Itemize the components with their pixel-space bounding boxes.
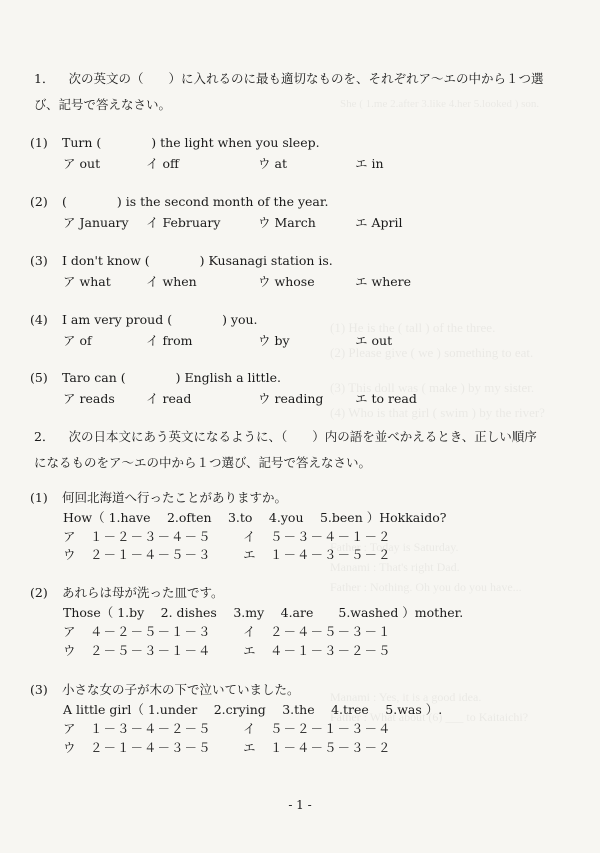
word-list: How（ 1.have 2.often 3.to 4.you 5.been ）Hokkaido? (63, 510, 447, 525)
answer-choice: ア １－３－４－２－５ (63, 721, 212, 736)
option: エ where (355, 274, 412, 289)
section1-number: 1． (34, 71, 55, 86)
show-through-text: (4) Who is that girl ( swim ) by the river? (330, 405, 545, 420)
show-through-text: Father : What about (6) ___ to Kaitaichi? (330, 710, 529, 724)
option: ア January (63, 215, 129, 230)
show-through-text: (1) He is the ( tall ) of the three. (330, 320, 496, 335)
answer-row (63, 527, 392, 545)
word-list: A little girl（ 1.under 2.crying 3.the 4.tree 5.was ）. (63, 702, 443, 717)
section2-number: 2． (34, 429, 55, 444)
answer-choice: エ １－４－５－３－２ (243, 740, 392, 755)
question-text: Turn ( ) the light when you sleep. (62, 135, 320, 150)
question-number: (1) (30, 490, 48, 505)
section1-instruction (34, 66, 574, 118)
option: ウ March (258, 215, 316, 230)
option: イ when (146, 274, 197, 289)
answer-choice: ア ４－２－５－１－３ (63, 624, 212, 639)
question-number: (3) (30, 253, 48, 268)
answer-choice: ウ ２－１－４－３－５ (63, 740, 212, 755)
option: エ out (355, 333, 393, 348)
section2-instruction (34, 424, 574, 476)
question-text: I am very proud ( ) you. (62, 312, 258, 327)
answer-row (63, 622, 392, 640)
option: ア of (63, 333, 92, 348)
answer-choice: イ ２－４－５－３－１ (243, 624, 392, 639)
option: イ off (146, 156, 179, 171)
option: エ to read (355, 391, 417, 406)
option: イ from (146, 333, 193, 348)
question-number: (1) (30, 135, 48, 150)
question-text: I don't know ( ) Kusanagi station is. (62, 253, 333, 268)
option: ウ reading (258, 391, 324, 406)
answer-row (63, 545, 392, 563)
show-through-text: Manami : Yes, it is a good idea. (330, 690, 482, 704)
show-through-text: Father : Nothing. Oh you do you have... (330, 580, 522, 594)
option: ア what (63, 274, 111, 289)
answer-row (63, 738, 392, 756)
option: ウ whose (258, 274, 315, 289)
answer-row (63, 719, 392, 737)
answer-choice: エ ４－１－３－２－５ (243, 643, 392, 658)
question-number: (4) (30, 312, 48, 327)
word-list: Those（ 1.by 2. dishes 3.my 4.are 5.washed ）mother. (63, 605, 464, 620)
option: ウ at (258, 156, 287, 171)
answer-choice: ウ ２－５－３－１－４ (63, 643, 212, 658)
option: ア out (63, 156, 101, 171)
option: ア reads (63, 391, 115, 406)
show-through-text: Manami : That's right Dad. (330, 560, 460, 574)
option: エ in (355, 156, 384, 171)
show-through-text: (3) This doll was ( make ) by my sister. (330, 380, 535, 395)
japanese-sentence: 小さな女の子が木の下で泣いていました。 (62, 682, 300, 697)
section1-instruction-line2: び、記号で答えなさい。 (34, 97, 172, 112)
answer-choice: イ ５－３－４－１－２ (243, 529, 392, 544)
answer-choice: ア １－２－３－４－５ (63, 529, 212, 544)
option: ウ by (258, 333, 290, 348)
japanese-sentence: あれらは母が洗った皿です。 (62, 585, 224, 600)
answer-choice: エ １－４－３－５－２ (243, 547, 392, 562)
answer-row (63, 641, 392, 659)
answer-choice: イ ５－２－１－３－４ (243, 721, 392, 736)
question-text: Taro can ( ) English a little. (62, 370, 281, 385)
question-number: (2) (30, 585, 48, 600)
question-text: ( ) is the second month of the year. (62, 194, 329, 209)
option: エ April (355, 215, 403, 230)
show-through-text: Father : Today is Saturday. (330, 540, 459, 554)
section2-instruction-line2: になるものをア～エの中から１つ選び、記号で答えなさい。 (34, 455, 372, 470)
section1-instruction-line1: 次の英文の（ ）に入れるのに最も適切なものを、それぞれア～エの中から１つ選 (68, 71, 544, 86)
page-number: - 1 - (288, 798, 312, 812)
section2-instruction-line1: 次の日本文にあう英文になるように、（ ）内の語を並べかえるとき、正しい順序 (68, 429, 537, 444)
show-through-text: (2) Please give ( we ) something to eat. (330, 345, 534, 360)
show-through-text: She ( 1.me 2.after 3.like 4.her 5.looked ) son. (340, 98, 540, 110)
answer-choice: ウ ２－１－４－５－３ (63, 547, 212, 562)
question-number: (3) (30, 682, 48, 697)
option: イ February (146, 215, 221, 230)
question-number: (5) (30, 370, 48, 385)
question-number: (2) (30, 194, 48, 209)
japanese-sentence: 何回北海道へ行ったことがありますか。 (62, 490, 288, 505)
option: イ read (146, 391, 192, 406)
